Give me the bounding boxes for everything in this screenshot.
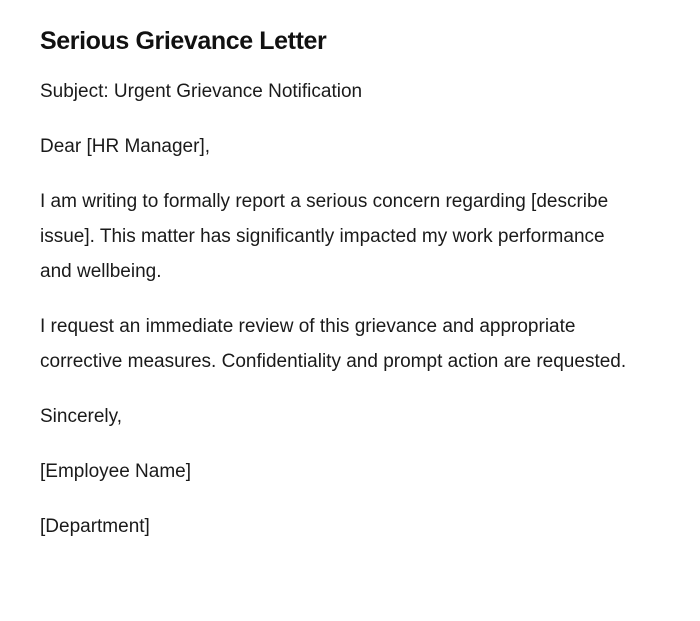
letter-subject: Subject: Urgent Grievance Notification	[40, 81, 363, 102]
letter-document	[40, 24, 640, 564]
letter-body-paragraph-1: I am writing to formally report a serious concern regarding [describe issue]. This matter has significantly impacted my work performance and wellbeing.	[40, 191, 609, 282]
letter-title: Serious Grievance Letter	[40, 27, 327, 55]
letter-salutation: Dear [HR Manager],	[40, 136, 211, 157]
letter-department: [Department]	[40, 516, 150, 537]
letter-closing: Sincerely,	[40, 406, 123, 427]
letter-employee-name: [Employee Name]	[40, 461, 192, 482]
letter-body-paragraph-2: I request an immediate review of this grievance and appropriate corrective measures. Confidentiality and prompt action are requested.	[40, 316, 627, 372]
